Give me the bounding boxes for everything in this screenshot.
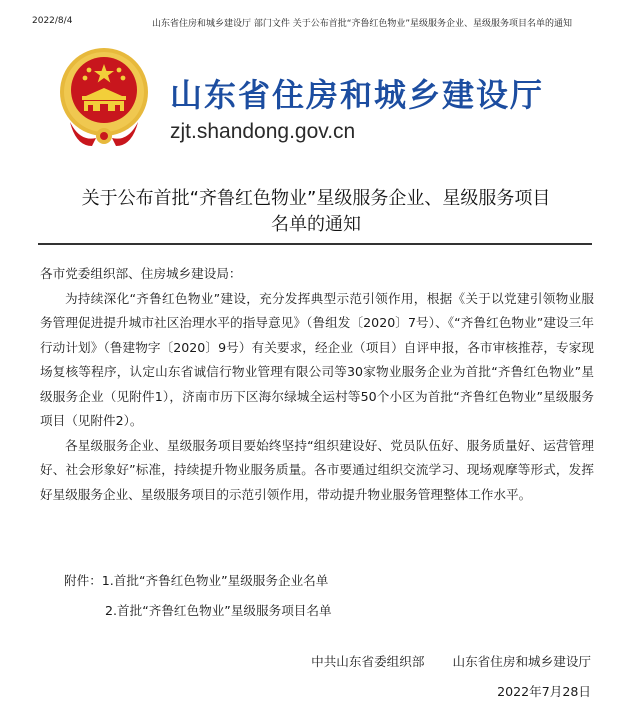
print-page-title: 山东省住房和城乡建设厅 部门文件 关于公布首批“齐鲁红色物业”星级服务企业、星级服务项目名单的通知	[152, 19, 573, 29]
title-line-2: 名单的通知	[271, 214, 361, 235]
site-name: 山东省住房和城乡建设厅	[170, 76, 545, 114]
print-date: 2022/8/4	[32, 16, 73, 26]
attachments	[64, 566, 332, 626]
signature-orgs	[311, 651, 591, 670]
paragraph: 为持续深化“齐鲁红色物业”建设，充分发挥典型示范引领作用，根据《关于以党建引领物业服务管理促进提升城市社区治理水平的指导意见》（鲁组发〔2020〕7号）、《“齐鲁红色物业”建设三年行动计划》（鲁建物字〔2020〕9号）有关要求，经企业（项目）自评申报，各市审核推荐，专家现场复核等程序，认定山东省诚信行物业管理有限公司等30家物业服务企业为首批“齐鲁红色物业”星级服务企业（见附件1），济南市历下区海尔绿城全运村等50个小区为首批“齐鲁红色物业”星级服务项目（见附件2）。	[40, 290, 594, 428]
attachment-item: 附件：1.首批“齐鲁红色物业”星级服务企业名单	[64, 573, 329, 588]
title-line-1: 关于公布首批“齐鲁红色物业”星级服务企业、星级服务项目	[81, 188, 551, 209]
paragraph: 各星级服务企业、星级服务项目要始终坚持“组织建设好、党员队伍好、服务质量好、运营管理好、社会形象好”标准，持续提升物业服务质量。各市要通过组织交流学习、现场观摩等形式，发挥好星级服务企业、星级服务项目的示范引领作用，带动提升物业服务管理整体工作水平。	[40, 437, 594, 502]
site-url: zjt.shandong.gov.cn	[170, 120, 356, 143]
title-divider	[38, 243, 592, 245]
national-emblem-icon	[56, 46, 152, 150]
document-body	[40, 262, 594, 507]
signature-org: 中共山东省委组织部	[311, 654, 425, 669]
attachment-item: 2.首批“齐鲁红色物业”星级服务项目名单	[105, 603, 332, 618]
document-title	[30, 186, 602, 238]
print-header	[0, 12, 631, 28]
signature-org: 山东省住房和城乡建设厅	[452, 654, 591, 669]
salutation: 各市党委组织部、住房城乡建设局：	[40, 266, 242, 281]
signature-date: 2022年7月28日	[497, 684, 591, 699]
